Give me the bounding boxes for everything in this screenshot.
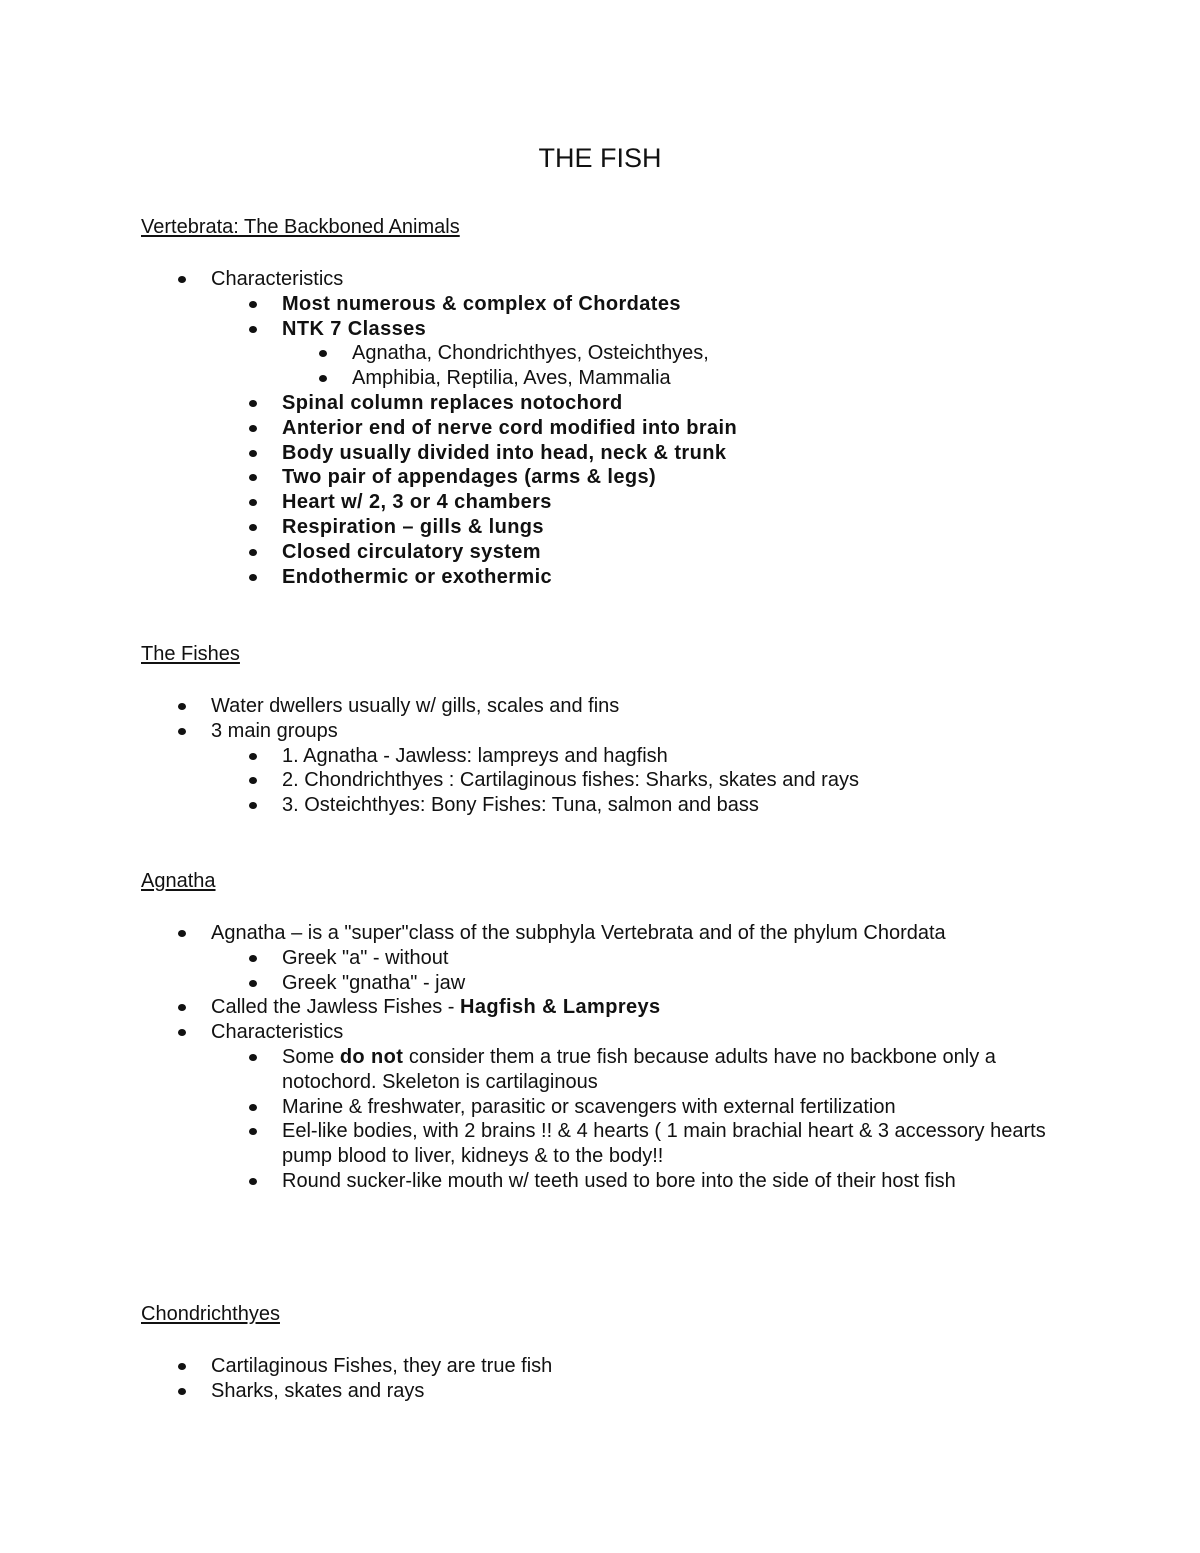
item-text: Called the Jawless Fishes - (211, 996, 460, 1019)
list-item (0, 995, 1200, 1020)
list-item: Water dwellers usually w/ gills, scales and fins (0, 694, 999, 719)
list-item: Round sucker-like mouth w/ teeth used to bore into the side of their host fish (0, 1169, 1200, 1194)
chondrichthyes-list (0, 1354, 552, 1404)
item-bold-text: do not (339, 1045, 404, 1068)
list-item: Respiration – gills & lungs (0, 515, 877, 540)
vertebrata-list (0, 267, 877, 589)
page-title: THE FISH (538, 143, 662, 173)
list-item: Eel-like bodies, with 2 brains !! & 4 hearts ( 1 main brachial heart & 3 accessory hearts pump blood to liver, kidneys & to the body!! (0, 1119, 1200, 1169)
list-item: Amphibia, Reptilia, Aves, Mammalia (0, 366, 877, 391)
list-item: 1. Agnatha - Jawless: lampreys and hagfish (0, 744, 999, 769)
list-item: Cartilaginous Fishes, they are true fish (0, 1354, 552, 1379)
list-item: Endothermic or exothermic (0, 565, 877, 590)
list-item: Sharks, skates and rays (0, 1379, 552, 1404)
list-item: Agnatha – is a "super"class of the subphyla Vertebrata and of the phylum Chordata (0, 921, 1200, 946)
list-item: Closed circulatory system (0, 540, 877, 565)
list-item: Two pair of appendages (arms & legs) (0, 465, 877, 490)
fishes-list (0, 694, 999, 818)
list-item: 3 main groups (0, 719, 999, 744)
list-item: Characteristics (0, 1020, 1200, 1045)
list-item: Most numerous & complex of Chordates (0, 292, 877, 317)
list-item: 3. Osteichthyes: Bony Fishes: Tuna, salmon and bass (0, 793, 999, 818)
list-item: Anterior end of nerve cord modified into brain (0, 416, 877, 441)
list-item: NTK 7 Classes (0, 317, 877, 342)
list-item: Body usually divided into head, neck & trunk (0, 441, 877, 466)
agnatha-list (0, 921, 1200, 1194)
item-text: consider them a true fish because adults have no backbone only a notochord. Skeleton is cartilaginous (282, 1045, 996, 1093)
list-item (0, 1045, 1200, 1095)
list-item: Marine & freshwater, parasitic or scavengers with external fertilization (0, 1095, 1200, 1120)
list-item: Spinal column replaces notochord (0, 391, 877, 416)
list-item: Greek "gnatha" - jaw (0, 971, 1200, 996)
section-heading-vertebrata: Vertebrata: The Backboned Animals (141, 216, 460, 238)
list-item: 2. Chondrichthyes : Cartilaginous fishes: Sharks, skates and rays (0, 768, 999, 793)
item-bold-text: Hagfish & Lampreys (459, 996, 661, 1019)
list-item: Agnatha, Chondrichthyes, Osteichthyes, (0, 341, 877, 366)
section-heading-fishes: The Fishes (141, 643, 240, 665)
section-heading-agnatha: Agnatha (141, 870, 216, 892)
list-item: Greek "a" - without (0, 946, 1200, 971)
list-item: Heart w/ 2, 3 or 4 chambers (0, 490, 877, 515)
item-text: Some (282, 1045, 340, 1068)
section-heading-chondrichthyes: Chondrichthyes (141, 1303, 280, 1325)
list-item: Characteristics (0, 267, 877, 292)
